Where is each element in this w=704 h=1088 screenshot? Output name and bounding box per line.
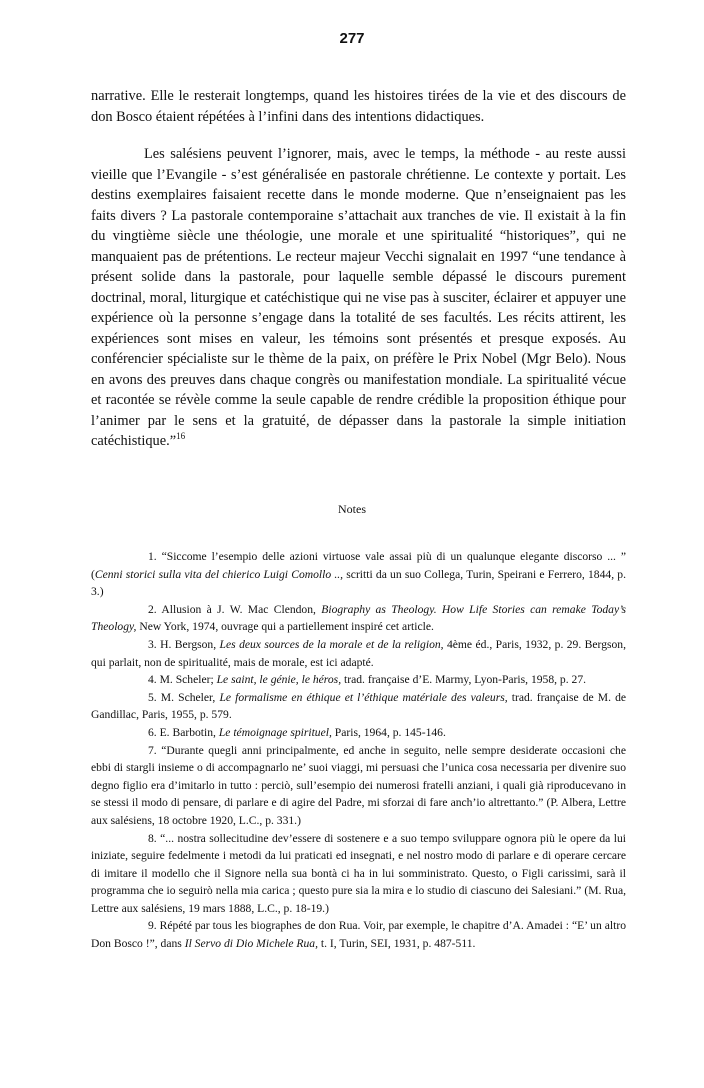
note-text: 5. M. Scheler, <box>148 690 220 704</box>
note-5 <box>91 689 626 724</box>
note-9 <box>91 917 626 952</box>
note-2 <box>91 601 626 636</box>
note-text: 4ème éd., Paris, 1932, p. 29. Bergson, qui parlait, non de spiritualité, mais de morale, est ici adapté. <box>91 637 626 669</box>
note-text: t. I, Turin, SEI, 1931, p. 487-511. <box>318 937 476 951</box>
page-number: 277 <box>339 30 365 47</box>
note-title: Le formalisme en éthique et l’éthique matériale des valeurs, <box>219 690 508 704</box>
note-6 <box>91 724 626 742</box>
note-text: 9. Répété par tous les biographes de don Rua. Voir, par exemple, le chapitre d’A. Amadei : “E’ un altro Don Bosco !”, dans <box>91 919 626 951</box>
note-text: trad. française d’E. Marmy, Lyon-Paris, 1958, p. 27. <box>341 673 587 687</box>
note-title: Biography as Theology. How Life Stories can remake Today’s Theology, <box>91 602 626 634</box>
notes-heading: Notes <box>338 502 366 516</box>
note-title: Le saint, le génie, le héros, <box>216 673 342 687</box>
note-title: Le témoignage spirituel, <box>218 725 332 739</box>
paragraph-salesiens <box>91 144 626 452</box>
note-text: 2. Allusion à J. W. Mac Clendon, <box>148 602 322 616</box>
footnote-reference: 16 <box>176 431 186 442</box>
note-7: 7. “Durante quegli anni principalmente, ed anche in seguito, nelle sempre desiderate occasioni che ebbi di stargli insieme o di accompagnarlo ne’ suoi viaggi, mi persuasi che l’unica cosa necessaria per divenire suo degno figlio era d’imitarlo in tutto : perciò, sull’esempio dei numerosi fratelli anziani, i quali già riproducevano in se stessi il modo di pensare, di parlare e di agire del Padre, mi sforzai di fare anch’io altrettanto.” (P. Albera, Lettre aux salésiens, 18 octobre 1920, L.C., p. 331.) <box>91 743 626 827</box>
note-text: scritti da un suo Collega, Turin, Speirani e Ferrero, 1844, p. 3.) <box>91 567 626 599</box>
note-3 <box>91 636 626 671</box>
note-title: Cenni storici sulla vita del chierico Luigi Comollo .., <box>94 567 344 581</box>
note-1 <box>91 548 626 601</box>
notes-list <box>91 548 626 953</box>
note-4 <box>91 671 626 689</box>
note-text: 1. “Siccome l’esempio delle azioni virtuose vale assai più di un qualunque elegante discorso ... ” ( <box>91 550 626 581</box>
note-title: Les deux sources de la morale et de la religion, <box>219 637 444 651</box>
main-text <box>91 86 626 452</box>
note-text: Paris, 1964, p. 145-146. <box>331 725 446 739</box>
note-title: Il Servo di Dio Michele Rua, <box>184 937 318 951</box>
note-text: trad. française de M. de Gandillac, Paris, 1955, p. 579. <box>91 690 627 722</box>
paragraph-continued: narrative. Elle le resterait longtemps, quand les histoires tirées de la vie et des discours de don Bosco étaient répétées à l’infini dans des intentions didactiques. <box>91 88 626 125</box>
note-text: 3. H. Bergson, <box>148 637 220 651</box>
note-text: 6. E. Barbotin, <box>148 725 219 739</box>
paragraph-text: Les salésiens peuvent l’ignorer, mais, avec le temps, la méthode - au reste aussi vieille que l’Evangile - s’est généralisée en pastorale chrétienne. Le contexte y portait. Les destins exemplaires faisaient recette dans le monde moderne. Que n’enseignaient pas les faits divers ? La pastorale contemporaine s’attachait aux tranches de vie. Il existait à la fin du vingtième siècle une théologie, une morale et une spiritualité “historiques”, qui ne manquaient pas de prétentions. Le recteur majeur Vecchi signalait en 1997 “une tendance à présent solide dans la pastorale, pour laquelle semble dépassé le discours purement doctrinal, moral, liturgique et catéchistique qui ne vise pas à susciter, éclairer et appuyer une expérience où la personne s’engage dans la totalité de ses facultés. Les récits attirent, les expériences sont mises en valeur, les témoins sont présentés et presque exposés. Au conférencier spécialiste sur le thème de la paix, on préfère le Prix Nobel (Mgr Belo). Nous en avons des preuves dans chaque congrès ou manifestation mondiale. La spiritualité vécue et racontée se révèle comme la seule capable de rendre crédible la proposition éthique pour l’animer par le sens et la gratuité, de dépasser dans la pastorale la simple initiation catéchistique.” <box>91 146 626 449</box>
note-text: 4. M. Scheler; <box>148 673 217 687</box>
note-8: 8. “... nostra sollecitudine dev’essere di sostenere e a suo tempo sviluppare ognora più le opere da lui iniziate, seguire fedelmente i metodi da lui praticati ed insegnati, e nel nostro modo di parlare e di operare cercare di imitare il modello che il Signore nella sua bontà ci ha in lui somministrato. Questo, o Figli carissimi, sarà il programma che io seguirò nella mia carica ; questo pure sia la mira e lo studio di ciascuno dei Salesiani.” (M. Rua, Lettre aux salésiens, 19 mars 1888, L.C., p. 18-19.) <box>91 831 626 915</box>
note-text: New York, 1974, ouvrage qui a partiellement inspiré cet article. <box>136 620 434 634</box>
